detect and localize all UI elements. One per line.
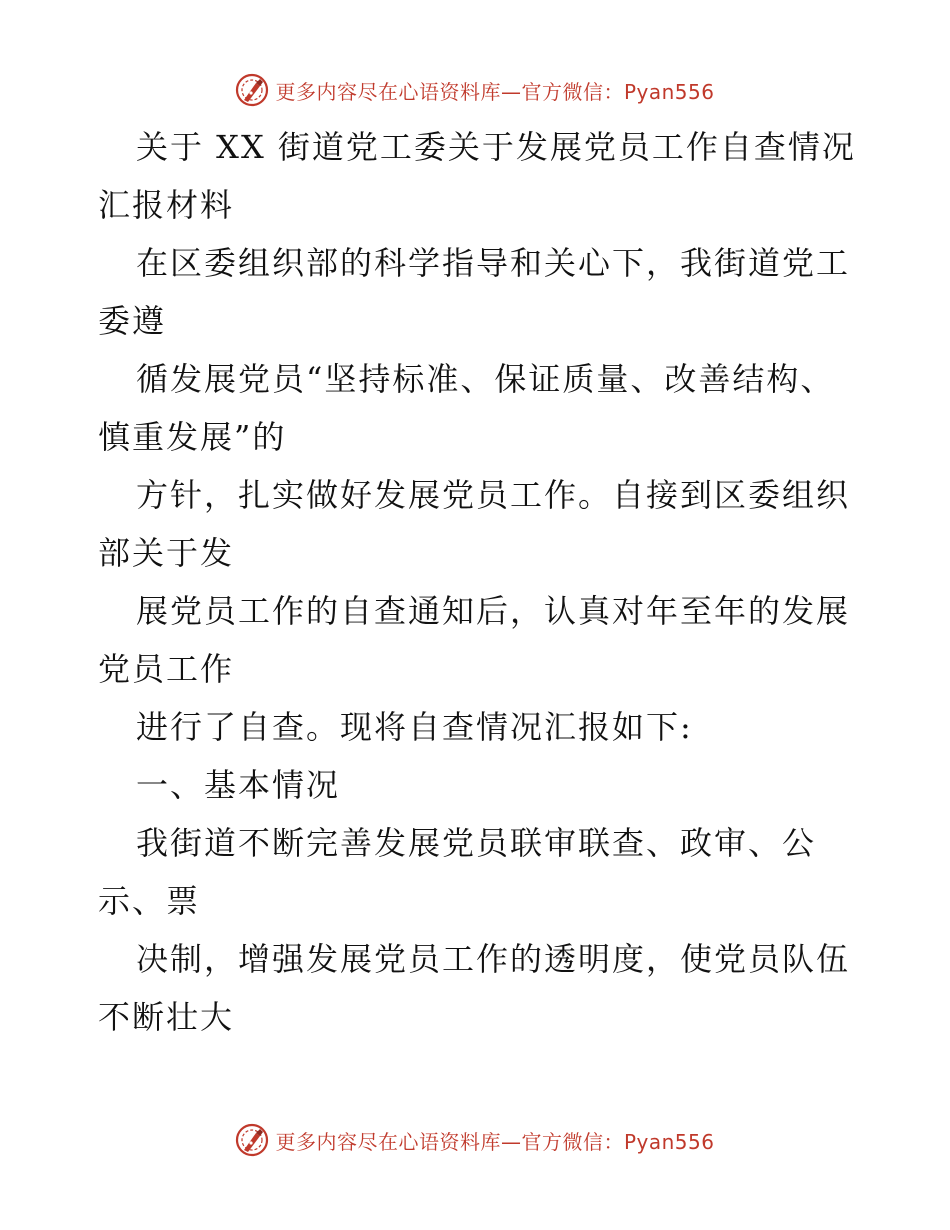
text-line: 方针，扎实做好发展党员工作。自接到区委组织 bbox=[136, 476, 851, 514]
text-line: 示、票 bbox=[98, 882, 201, 920]
text-line: 委遵 bbox=[98, 302, 167, 340]
text-line: 展党员工作的自查通知后，认真对年至年的发展 bbox=[136, 592, 851, 630]
text-line: 慎重发展”的 bbox=[98, 418, 287, 456]
footer-banner bbox=[0, 1120, 950, 1160]
text-line: 党员工作 bbox=[98, 650, 235, 688]
text-line: 不断壮大 bbox=[98, 998, 235, 1036]
text-line: 循发展党员“坚持标准、保证质量、改善结构、 bbox=[136, 360, 835, 398]
header-banner-text: 更多内容尽在心语资料库—官方微信：Pyan556 bbox=[275, 79, 715, 104]
text-line: 部关于发 bbox=[98, 534, 235, 572]
text-line: 一、基本情况 bbox=[136, 766, 341, 804]
text-line: 决制，增强发展党员工作的透明度，使党员队伍 bbox=[136, 940, 851, 978]
footer-banner-text: 更多内容尽在心语资料库—官方微信：Pyan556 bbox=[275, 1129, 715, 1154]
pen-nib-logo-icon bbox=[235, 1123, 269, 1157]
text-line: 关于 XX 街道党工委关于发展党员工作自查情况 bbox=[136, 128, 856, 166]
text-line: 汇报材料 bbox=[98, 186, 235, 224]
header-banner bbox=[0, 70, 950, 110]
text-line: 在区委组织部的科学指导和关心下，我街道党工 bbox=[136, 244, 851, 282]
text-line: 我街道不断完善发展党员联审联查、政审、公 bbox=[136, 824, 817, 862]
document-body bbox=[98, 118, 858, 1046]
pen-nib-logo-icon bbox=[235, 73, 269, 107]
text-line: 进行了自查。现将自查情况汇报如下: bbox=[136, 708, 693, 746]
